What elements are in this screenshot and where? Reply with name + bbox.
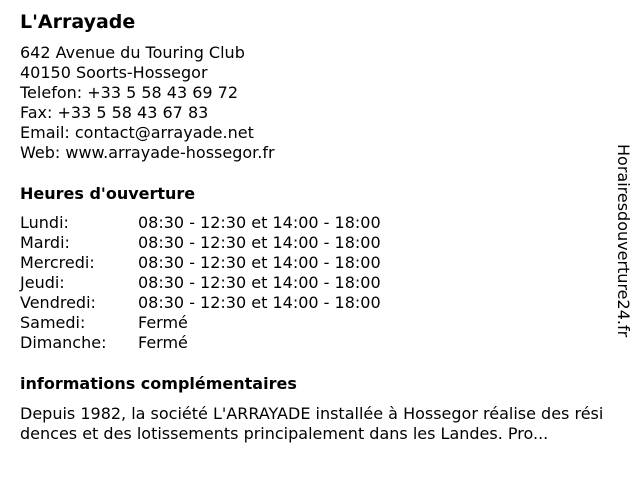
time-value: 08:30 - 12:30 et 14:00 - 18:00 [138,253,381,272]
time-value: 08:30 - 12:30 et 14:00 - 18:00 [138,213,381,232]
contact-block [20,43,275,163]
day-label: Lundi: [20,213,69,232]
email-line: Email: contact@arrayade.net [20,123,254,142]
site-watermark-text: Horairesdouverture24.fr [614,144,633,338]
web-line: Web: www.arrayade-hossegor.fr [20,143,275,162]
hours-row-lundi [20,213,381,233]
description-text: Depuis 1982, la société L'ARRAYADE installée à Hossegor réalise des résidences et des lotissements principalement dans les Landes. Pro... [20,404,604,443]
day-label: Mercredi: [20,253,95,272]
day-label: Dimanche: [20,333,107,352]
hours-row-dimanche [20,333,381,353]
phone-line: Telefon: +33 5 58 43 69 72 [20,83,239,102]
hours-heading: Heures d'ouverture [20,184,196,203]
time-value: 08:30 - 12:30 et 14:00 - 18:00 [138,293,381,312]
time-value: 08:30 - 12:30 et 14:00 - 18:00 [138,233,381,252]
business-name: L'Arrayade [20,11,136,33]
day-label: Mardi: [20,233,70,252]
day-label: Vendredi: [20,293,96,312]
site-watermark [611,136,635,346]
hours-row-vendredi [20,293,381,313]
day-label: Samedi: [20,313,86,332]
hours-row-jeudi [20,273,381,293]
hours-row-mercredi [20,253,381,273]
hours-table [20,213,381,353]
time-value: 08:30 - 12:30 et 14:00 - 18:00 [138,273,381,292]
address-line-1: 642 Avenue du Touring Club [20,43,245,62]
hours-row-samedi [20,313,381,333]
day-label: Jeudi: [20,273,65,292]
info-heading: informations complémentaires [20,374,297,393]
time-value: Fermé [138,313,188,332]
time-value: Fermé [138,333,188,352]
address-line-2: 40150 Soorts-Hossegor [20,63,208,82]
hours-row-mardi [20,233,381,253]
fax-line: Fax: +33 5 58 43 67 83 [20,103,209,122]
